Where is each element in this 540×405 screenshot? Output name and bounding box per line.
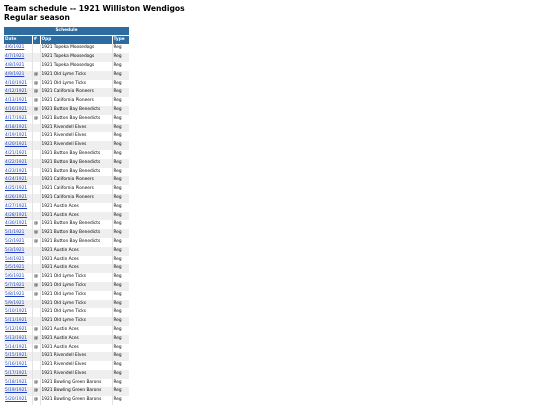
game-date-link[interactable]: 4/17/1921: [5, 115, 28, 121]
date-cell: [4, 194, 32, 203]
date-cell: [4, 282, 32, 291]
game-date-link[interactable]: 5/18/1921: [5, 379, 28, 385]
date-cell: [4, 326, 32, 335]
date-cell: [4, 387, 32, 396]
home-away-cell: @: [32, 326, 40, 335]
opponent-cell: 1921 Austin Aces: [40, 203, 112, 212]
home-away-cell: [32, 150, 40, 159]
opponent-cell: 1921 Topeka Moosedogs: [40, 44, 112, 53]
game-type-cell: Reg: [113, 379, 122, 385]
game-date-link[interactable]: 4/20/1921: [5, 142, 28, 148]
home-away-cell: @: [32, 106, 40, 115]
schedule-caption: Schedule: [4, 27, 129, 36]
table-row: [4, 159, 129, 168]
game-type-cell: Reg: [112, 282, 129, 291]
home-away-cell: [32, 159, 40, 168]
table-row: [4, 273, 129, 282]
game-type-cell: Reg: [113, 98, 122, 104]
game-type-cell: Reg: [113, 63, 122, 68]
opponent-cell: 1921 Bowling Green Barons: [40, 379, 112, 388]
game-date-link[interactable]: 5/20/1921: [5, 397, 28, 403]
opponent-cell: 1921 Topeka Moosedogs: [40, 62, 112, 71]
game-date-link[interactable]: 5/14/1921: [5, 344, 28, 350]
home-away-cell: [32, 62, 40, 71]
game-date-link[interactable]: 4/7/1921: [5, 54, 25, 60]
table-row: [4, 203, 129, 212]
game-type-cell: Reg: [113, 326, 122, 332]
game-date-link[interactable]: 5/8/1921: [5, 291, 25, 297]
game-type-cell: Reg: [113, 133, 122, 139]
date-cell: [4, 203, 32, 212]
home-away-cell: @: [32, 97, 40, 106]
opponent-cell: 1921 Button Bay Benedicts: [40, 159, 112, 168]
table-row: [4, 132, 129, 141]
home-away-cell: [32, 203, 40, 212]
home-away-cell: @: [32, 344, 40, 353]
opponent-cell: 1921 Button Bay Benedicts: [40, 220, 112, 229]
date-cell: [4, 62, 32, 71]
game-type-cell: Reg: [113, 203, 122, 209]
game-date-link[interactable]: 4/28/1921: [5, 212, 28, 218]
game-type-cell: Reg: [112, 229, 129, 238]
game-date-link[interactable]: 5/1/1921: [5, 230, 25, 236]
opponent-cell: 1921 Rivendell Elves: [40, 370, 112, 379]
home-away-cell: @: [32, 282, 40, 291]
game-type-cell: Reg: [113, 238, 122, 244]
date-cell: [4, 80, 32, 89]
table-row: [4, 264, 129, 273]
game-type-cell: Reg: [113, 168, 122, 174]
home-away-cell: [32, 352, 40, 361]
game-type-cell: Reg: [113, 45, 122, 51]
home-away-cell: [32, 256, 40, 265]
table-row: [4, 344, 129, 353]
opponent-cell: 1921 Topeka Moosedogs: [40, 53, 112, 62]
date-cell: [4, 238, 32, 247]
game-date-link[interactable]: 4/9/1921: [5, 71, 25, 77]
table-row: [4, 370, 129, 379]
game-date-link[interactable]: 4/23/1921: [5, 168, 28, 174]
date-cell: [4, 168, 32, 177]
date-cell: [4, 53, 32, 62]
game-type-cell: Reg: [112, 300, 129, 309]
date-cell: [4, 308, 32, 317]
column-header-type: Type: [112, 36, 129, 45]
game-type-cell: Reg: [113, 344, 122, 350]
table-row: [4, 168, 129, 177]
game-type-cell: Reg: [112, 335, 129, 344]
home-away-cell: @: [32, 88, 40, 97]
table-row: [4, 194, 129, 203]
game-type-cell: Reg: [113, 274, 122, 280]
date-cell: [4, 379, 32, 388]
column-header-date: Date: [4, 36, 32, 45]
date-cell: [4, 88, 32, 97]
game-type-cell: Reg: [113, 256, 122, 262]
date-cell: [4, 300, 32, 309]
date-cell: [4, 115, 32, 124]
opponent-cell: 1921 Austin Aces: [40, 335, 112, 344]
opponent-cell: 1921 Rivendell Elves: [40, 124, 112, 133]
opponent-cell: 1921 Old Lyme Ticks: [40, 71, 112, 80]
home-away-cell: @: [32, 238, 40, 247]
game-type-cell: Reg: [113, 397, 122, 403]
home-away-cell: [32, 300, 40, 309]
game-type-cell: Reg: [113, 115, 122, 121]
date-cell: [4, 106, 32, 115]
date-cell: [4, 396, 32, 405]
table-row: [4, 53, 129, 62]
game-type-cell: Reg: [112, 141, 129, 150]
opponent-cell: 1921 California Pioneers: [40, 176, 112, 185]
opponent-cell: 1921 Rivendell Elves: [40, 141, 112, 150]
table-row: [4, 291, 129, 300]
table-row: [4, 300, 129, 309]
table-row: [4, 352, 129, 361]
game-type-cell: Reg: [112, 387, 129, 396]
table-row: [4, 229, 129, 238]
home-away-cell: @: [32, 396, 40, 405]
game-date-link[interactable]: 4/13/1921: [5, 98, 28, 104]
date-cell: [4, 212, 32, 221]
opponent-cell: 1921 Button Bay Benedicts: [40, 168, 112, 177]
game-date-link[interactable]: 4/30/1921: [5, 221, 28, 227]
table-row: [4, 387, 129, 396]
game-date-link[interactable]: 5/9/1921: [5, 300, 25, 306]
game-date-link[interactable]: 5/5/1921: [5, 265, 25, 271]
game-type-cell: Reg: [112, 124, 129, 133]
table-row: [4, 361, 129, 370]
opponent-cell: 1921 Austin Aces: [40, 344, 112, 353]
game-type-cell: Reg: [112, 159, 129, 168]
table-row: [4, 124, 129, 133]
game-type-cell: Reg: [112, 370, 129, 379]
opponent-cell: 1921 Button Bay Benedicts: [40, 150, 112, 159]
table-row: [4, 150, 129, 159]
game-type-cell: Reg: [112, 71, 129, 80]
game-date-link[interactable]: 4/25/1921: [5, 186, 28, 192]
date-cell: [4, 229, 32, 238]
home-away-cell: @: [32, 273, 40, 282]
date-cell: [4, 124, 32, 133]
game-date-link[interactable]: 4/19/1921: [5, 133, 28, 139]
opponent-cell: 1921 Button Bay Benedicts: [40, 115, 112, 124]
opponent-cell: 1921 Austin Aces: [40, 264, 112, 273]
opponent-cell: 1921 Bowling Green Barons: [40, 396, 112, 405]
date-cell: [4, 291, 32, 300]
home-away-cell: [32, 264, 40, 273]
opponent-cell: 1921 Old Lyme Ticks: [40, 273, 112, 282]
date-cell: [4, 44, 32, 53]
game-type-cell: Reg: [112, 194, 129, 203]
date-cell: [4, 220, 32, 229]
opponent-cell: 1921 Rivendell Elves: [40, 132, 112, 141]
game-date-link[interactable]: 4/21/1921: [5, 150, 28, 156]
opponent-cell: 1921 Old Lyme Ticks: [40, 80, 112, 89]
game-type-cell: Reg: [113, 362, 122, 368]
table-row: [4, 247, 129, 256]
table-row: [4, 106, 129, 115]
date-cell: [4, 132, 32, 141]
date-cell: [4, 352, 32, 361]
opponent-cell: 1921 Button Bay Benedicts: [40, 238, 112, 247]
game-date-link[interactable]: 4/10/1921: [5, 80, 28, 86]
table-row: [4, 396, 129, 405]
game-type-cell: Reg: [112, 176, 129, 185]
game-date-link[interactable]: 5/19/1921: [5, 388, 28, 394]
table-row: [4, 379, 129, 388]
table-row: [4, 212, 129, 221]
home-away-cell: @: [32, 229, 40, 238]
date-cell: [4, 344, 32, 353]
date-cell: [4, 273, 32, 282]
page-heading: [4, 4, 185, 22]
date-cell: [4, 150, 32, 159]
home-away-cell: [32, 194, 40, 203]
game-type-cell: Reg: [113, 186, 122, 192]
game-date-link[interactable]: 5/16/1921: [5, 362, 28, 368]
opponent-cell: 1921 Button Bay Benedicts: [40, 106, 112, 115]
page-title: Team schedule -- 1921 Williston Wendigos: [4, 4, 185, 13]
game-type-cell: Reg: [112, 247, 129, 256]
game-date-link[interactable]: 5/15/1921: [5, 353, 28, 359]
game-date-link[interactable]: 4/6/1921: [5, 45, 25, 51]
table-row: [4, 115, 129, 124]
table-row: [4, 44, 129, 53]
table-row: [4, 62, 129, 71]
table-row: [4, 308, 129, 317]
home-away-cell: [32, 212, 40, 221]
game-date-link[interactable]: 4/12/1921: [5, 89, 28, 95]
home-away-cell: [32, 124, 40, 133]
game-type-cell: Reg: [113, 150, 122, 156]
game-date-link[interactable]: 4/16/1921: [5, 106, 28, 112]
opponent-cell: 1921 California Pioneers: [40, 185, 112, 194]
home-away-cell: [32, 370, 40, 379]
date-cell: [4, 370, 32, 379]
date-cell: [4, 264, 32, 273]
table-row: [4, 256, 129, 265]
home-away-cell: [32, 317, 40, 326]
table-row: [4, 326, 129, 335]
opponent-cell: 1921 Old Lyme Ticks: [40, 291, 112, 300]
game-date-link[interactable]: 5/4/1921: [5, 256, 25, 262]
page-subtitle: Regular season: [4, 13, 70, 22]
game-type-cell: Reg: [112, 317, 129, 326]
date-cell: [4, 185, 32, 194]
table-row: [4, 335, 129, 344]
opponent-cell: 1921 Austin Aces: [40, 326, 112, 335]
opponent-cell: 1921 Old Lyme Ticks: [40, 300, 112, 309]
date-cell: [4, 361, 32, 370]
opponent-cell: 1921 California Pioneers: [40, 194, 112, 203]
date-cell: [4, 317, 32, 326]
game-date-link[interactable]: 4/26/1921: [5, 194, 28, 200]
date-cell: [4, 256, 32, 265]
column-header-opponent: Opp: [40, 36, 112, 45]
game-type-cell: Reg: [112, 212, 129, 221]
home-away-cell: [32, 132, 40, 141]
opponent-cell: 1921 Rivendell Elves: [40, 352, 112, 361]
game-date-link[interactable]: 4/22/1921: [5, 159, 28, 165]
table-row: [4, 238, 129, 247]
home-away-cell: @: [32, 379, 40, 388]
game-type-cell: Reg: [113, 309, 122, 315]
game-date-link[interactable]: 4/8/1921: [5, 63, 25, 68]
table-row: [4, 317, 129, 326]
opponent-cell: 1921 Old Lyme Ticks: [40, 317, 112, 326]
game-date-link[interactable]: 5/7/1921: [5, 282, 25, 288]
date-cell: [4, 176, 32, 185]
game-type-cell: Reg: [113, 291, 122, 297]
game-date-link[interactable]: 5/13/1921: [5, 335, 28, 341]
game-type-cell: Reg: [112, 88, 129, 97]
game-date-link[interactable]: 5/6/1921: [5, 274, 25, 280]
table-row: [4, 80, 129, 89]
home-away-cell: [32, 361, 40, 370]
opponent-cell: 1921 Old Lyme Ticks: [40, 282, 112, 291]
schedule-table: [4, 27, 129, 405]
game-date-link[interactable]: 4/18/1921: [5, 124, 28, 130]
home-away-cell: @: [32, 115, 40, 124]
game-date-link[interactable]: 5/11/1921: [5, 318, 28, 324]
game-type-cell: Reg: [112, 106, 129, 115]
opponent-cell: 1921 California Pioneers: [40, 88, 112, 97]
home-away-cell: [32, 141, 40, 150]
opponent-cell: 1921 Austin Aces: [40, 256, 112, 265]
game-type-cell: Reg: [112, 264, 129, 273]
home-away-cell: @: [32, 80, 40, 89]
date-cell: [4, 247, 32, 256]
table-row: [4, 176, 129, 185]
home-away-cell: [32, 168, 40, 177]
home-away-cell: [32, 53, 40, 62]
game-date-link[interactable]: 5/12/1921: [5, 326, 28, 332]
opponent-cell: 1921 California Pioneers: [40, 97, 112, 106]
opponent-cell: 1921 Austin Aces: [40, 212, 112, 221]
home-away-cell: [32, 247, 40, 256]
game-type-cell: Reg: [112, 53, 129, 62]
table-row: [4, 141, 129, 150]
home-away-cell: @: [32, 291, 40, 300]
game-type-cell: Reg: [113, 80, 122, 86]
game-date-link[interactable]: 4/24/1921: [5, 177, 28, 183]
game-date-link[interactable]: 5/3/1921: [5, 247, 25, 253]
game-type-cell: Reg: [112, 352, 129, 361]
home-away-cell: @: [32, 220, 40, 229]
home-away-cell: [32, 308, 40, 317]
date-cell: [4, 159, 32, 168]
home-away-cell: [32, 176, 40, 185]
home-away-cell: @: [32, 387, 40, 396]
opponent-cell: 1921 Old Lyme Ticks: [40, 308, 112, 317]
date-cell: [4, 335, 32, 344]
table-row: [4, 185, 129, 194]
opponent-cell: 1921 Button Bay Benedicts: [40, 229, 112, 238]
date-cell: [4, 141, 32, 150]
table-row: [4, 220, 129, 229]
game-date-link[interactable]: 5/10/1921: [5, 309, 28, 315]
home-away-cell: @: [32, 71, 40, 80]
table-row: [4, 97, 129, 106]
home-away-cell: @: [32, 335, 40, 344]
home-away-cell: [32, 185, 40, 194]
game-date-link[interactable]: 5/2/1921: [5, 238, 25, 244]
opponent-cell: 1921 Rivendell Elves: [40, 361, 112, 370]
game-type-cell: Reg: [113, 221, 122, 227]
game-date-link[interactable]: 5/17/1921: [5, 370, 28, 376]
table-row: [4, 71, 129, 80]
date-cell: [4, 71, 32, 80]
game-date-link[interactable]: 4/27/1921: [5, 203, 28, 209]
column-header-home-away: #: [32, 36, 40, 45]
table-row: [4, 282, 129, 291]
opponent-cell: 1921 Bowling Green Barons: [40, 387, 112, 396]
schedule-rows: [4, 44, 129, 405]
home-away-cell: [32, 44, 40, 53]
table-row: [4, 88, 129, 97]
opponent-cell: 1921 Austin Aces: [40, 247, 112, 256]
date-cell: [4, 97, 32, 106]
